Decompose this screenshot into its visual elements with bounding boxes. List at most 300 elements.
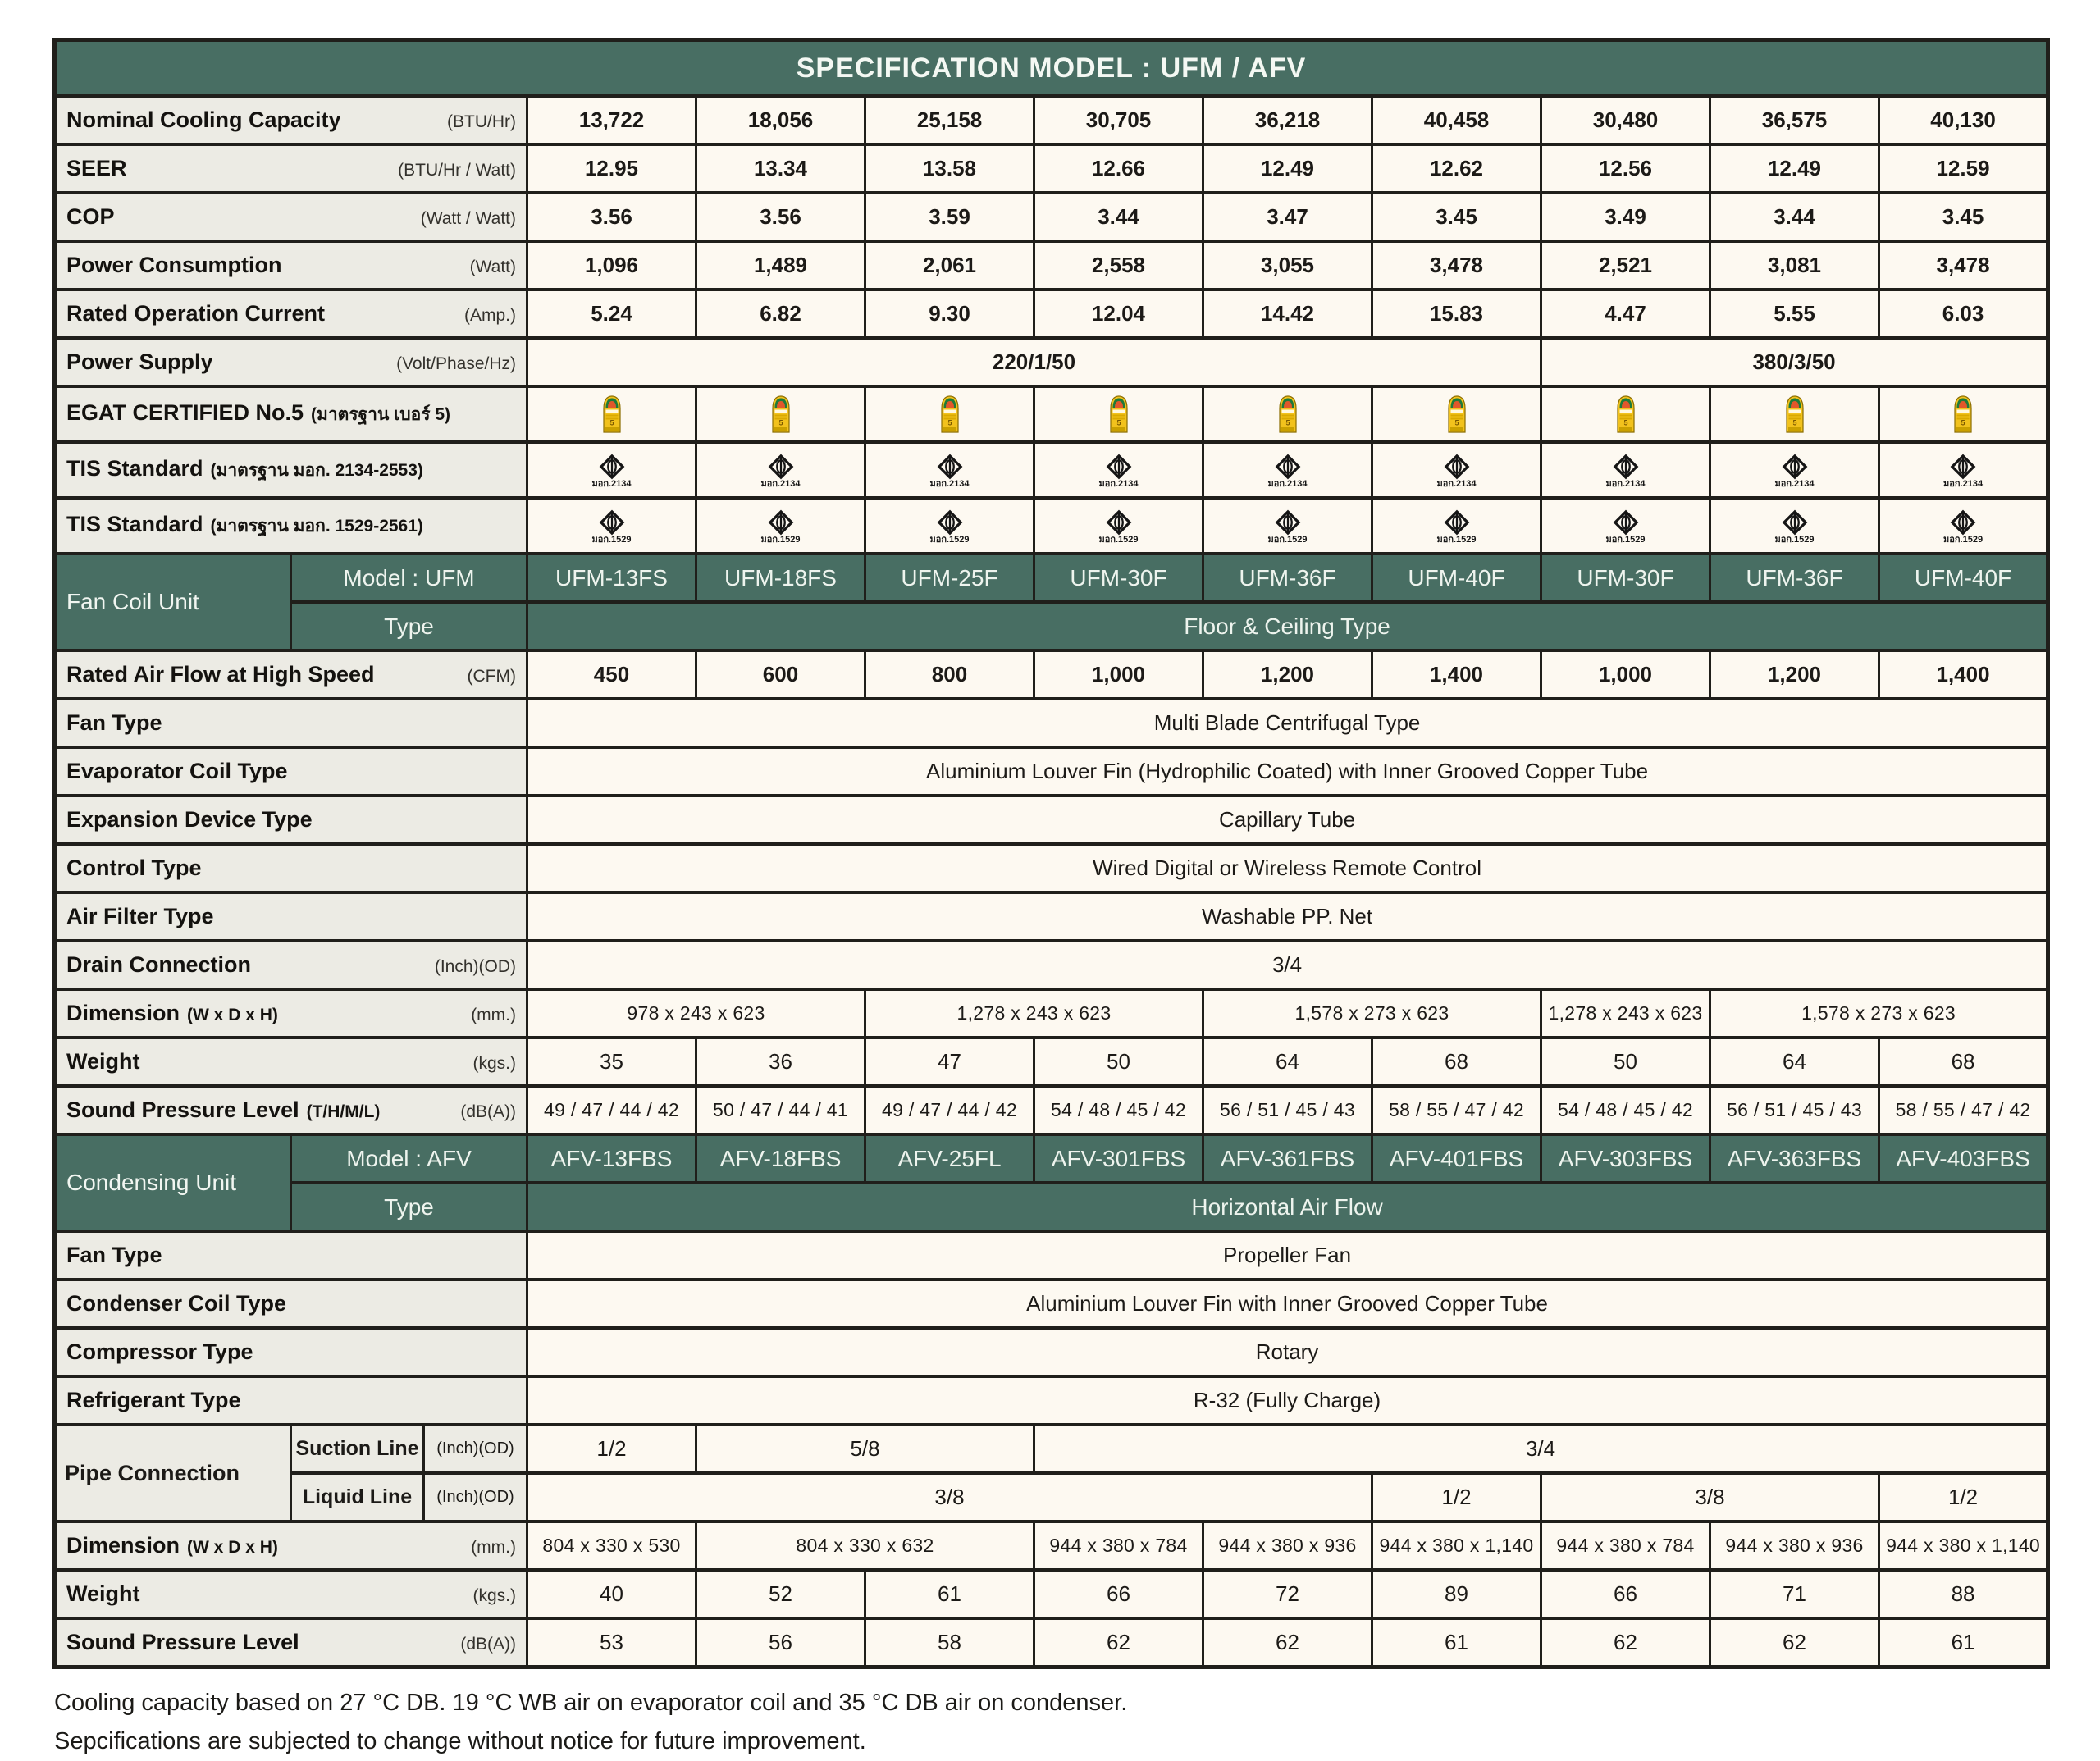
value-cell: 3,055 (1203, 241, 1372, 290)
tis-mark-icon (1442, 508, 1472, 537)
value-cell: 52 (696, 1570, 865, 1618)
certification-cell (1372, 498, 1541, 554)
groupb-row (55, 1183, 2048, 1231)
value-cell: 30,480 (1541, 96, 1710, 144)
group-sub-label-cell: Model : AFV (291, 1134, 527, 1183)
certification-icon-wrap (532, 452, 692, 489)
svg-text:5: 5 (609, 418, 614, 427)
value-cell: 12.66 (1034, 144, 1203, 193)
row-label-cell (55, 338, 527, 386)
value-cell: 15.83 (1372, 290, 1541, 338)
model-cell: UFM-13FS (527, 554, 696, 602)
value-cell: 5.24 (527, 290, 696, 338)
value-cell: 804 x 330 x 632 (696, 1521, 1034, 1570)
model-cell: UFM-36F (1203, 554, 1372, 602)
value-cell: 804 x 330 x 530 (527, 1521, 696, 1570)
spec-row (55, 338, 2048, 386)
value-cell: 30,705 (1034, 96, 1203, 144)
spec-row (55, 1521, 2048, 1570)
value-cell: 62 (1203, 1618, 1372, 1667)
value-cell: 89 (1372, 1570, 1541, 1618)
value-cell: 3.45 (1879, 193, 2048, 241)
value-cell: 88 (1879, 1570, 2048, 1618)
value-cell: Capillary Tube (527, 796, 2048, 844)
footnote-disclaimer: Sepcifications are subjected to change without notice for future improvement. (54, 1728, 866, 1754)
certification-cell (1034, 498, 1203, 554)
value-cell: 3.56 (696, 193, 865, 241)
value-cell: 62 (1034, 1618, 1203, 1667)
tis-mark-icon (935, 452, 965, 481)
value-cell: 1,489 (696, 241, 865, 290)
pipe-row (55, 1425, 2048, 1473)
value-cell: 13.58 (865, 144, 1034, 193)
certification-cell (1541, 442, 1710, 498)
certification-cell (865, 442, 1034, 498)
value-cell: 2,558 (1034, 241, 1203, 290)
value-cell: 61 (865, 1570, 1034, 1618)
tis-mark-caption: มอก.2134 (591, 478, 632, 489)
value-cell: 12.49 (1710, 144, 1879, 193)
value-cell: 3.45 (1372, 193, 1541, 241)
row-label: TIS Standard (66, 456, 203, 481)
row-label-wrap (66, 1243, 516, 1268)
value-cell: 53 (527, 1618, 696, 1667)
value-cell: 944 x 380 x 936 (1203, 1521, 1372, 1570)
value-cell: 944 x 380 x 936 (1710, 1521, 1879, 1570)
model-cell: UFM-30F (1034, 554, 1203, 602)
egat-label5-icon (1612, 395, 1640, 433)
certification-cell (1541, 498, 1710, 554)
spec-row (55, 941, 2048, 989)
egat-label5-icon (767, 395, 795, 433)
row-label: Rated Operation Current (66, 301, 326, 326)
row-label: COP (66, 204, 115, 229)
tis-mark-icon (1948, 508, 1978, 537)
value-cell: 71 (1710, 1570, 1879, 1618)
value-cell: 64 (1710, 1038, 1879, 1086)
tis-mark-caption: มอก.2134 (1098, 478, 1139, 489)
certification-icon-wrap (532, 508, 692, 545)
row-label: Fan Type (66, 1243, 162, 1267)
value-cell: 49 / 47 / 44 / 42 (527, 1086, 696, 1134)
spec-row (55, 796, 2048, 844)
value-cell: 66 (1541, 1570, 1710, 1618)
model-cell: AFV-361FBS (1203, 1134, 1372, 1183)
row-label-wrap (66, 1581, 516, 1607)
model-cell: AFV-363FBS (1710, 1134, 1879, 1183)
tis-mark-caption: มอก.1529 (1267, 534, 1308, 545)
value-cell: 3.44 (1710, 193, 1879, 241)
group-sub-label-cell: Type (291, 602, 527, 650)
value-cell: 220/1/50 (527, 338, 1541, 386)
spec-row (55, 241, 2048, 290)
row-label-wrap (66, 952, 516, 978)
model-cell: UFM-36F (1710, 554, 1879, 602)
value-cell: 1,400 (1372, 650, 1541, 699)
value-cell: 36,218 (1203, 96, 1372, 144)
row-unit: (dB(A)) (460, 1102, 516, 1121)
spec-row (55, 1376, 2048, 1425)
value-cell: 1,278 x 243 x 623 (865, 989, 1203, 1038)
value-cell: 1/2 (527, 1425, 696, 1473)
group-sub-label-cell: Model : UFM (291, 554, 527, 602)
value-cell: 61 (1879, 1618, 2048, 1667)
tis-mark-icon (1273, 508, 1303, 537)
certification-icon-wrap (1039, 452, 1198, 489)
certification-cell (1879, 386, 2048, 442)
tis-mark-caption: มอก.2134 (1267, 478, 1308, 489)
certification-icon-wrap (870, 452, 1029, 489)
row-label: Evaporator Coil Type (66, 759, 288, 783)
spec-row (55, 144, 2048, 193)
value-cell: 12.49 (1203, 144, 1372, 193)
value-cell: 5/8 (696, 1425, 1034, 1473)
tis-mark-icon (1104, 452, 1134, 481)
spec-row (55, 892, 2048, 941)
value-cell: 14.42 (1203, 290, 1372, 338)
spec-row (55, 844, 2048, 892)
row-label: EGAT CERTIFIED No.5 (66, 400, 304, 425)
tis-mark-icon (1780, 452, 1810, 481)
value-cell: 380/3/50 (1541, 338, 2048, 386)
svg-text:5: 5 (1961, 418, 1965, 427)
row-label-wrap (66, 904, 516, 929)
row-label: Sound Pressure Level (66, 1630, 299, 1654)
certification-cell (1879, 442, 2048, 498)
certification-icon-wrap (1883, 395, 2043, 433)
egat-label5-icon (598, 395, 626, 433)
spec-row (55, 989, 2048, 1038)
svg-text:5: 5 (947, 418, 952, 427)
row-unit: (CFM) (467, 667, 516, 686)
certification-icon-wrap (870, 395, 1029, 433)
value-cell: 1,278 x 243 x 623 (1541, 989, 1710, 1038)
footnotes (54, 1684, 2100, 1761)
group-label-cell: Fan Coil Unit (55, 554, 291, 650)
value-cell: 62 (1710, 1618, 1879, 1667)
row-label-wrap (66, 1339, 516, 1365)
egat-label5-icon (1105, 395, 1133, 433)
spec-row (55, 96, 2048, 144)
value-cell: 54 / 48 / 45 / 42 (1541, 1086, 1710, 1134)
value-cell: 40,130 (1879, 96, 2048, 144)
row-label-cell (55, 892, 527, 941)
tis-mark-icon (1442, 452, 1472, 481)
model-cell: UFM-40F (1372, 554, 1541, 602)
row-unit: (Volt/Phase/Hz) (396, 354, 516, 373)
row-label-suffix: (มาตรฐาน เบอร์ 5) (311, 405, 451, 424)
certification-cell (1034, 386, 1203, 442)
row-label: Sound Pressure Level (66, 1097, 299, 1122)
spec-row (55, 193, 2048, 241)
row-label-suffix: (W x D x H) (187, 1538, 278, 1557)
row-unit: (BTU/Hr / Watt) (398, 161, 516, 180)
model-cell: UFM-18FS (696, 554, 865, 602)
row-label-cell (55, 1280, 527, 1328)
value-cell: 61 (1372, 1618, 1541, 1667)
row-label-wrap (66, 855, 516, 881)
value-cell: 58 / 55 / 47 / 42 (1372, 1086, 1541, 1134)
row-label-wrap (66, 1001, 516, 1026)
certification-cell (696, 498, 865, 554)
row-label-cell (55, 442, 527, 498)
row-label-suffix: (W x D x H) (187, 1006, 278, 1024)
value-cell: Aluminium Louver Fin (Hydrophilic Coated) with Inner Grooved Copper Tube (527, 747, 2048, 796)
value-cell: 50 / 47 / 44 / 41 (696, 1086, 865, 1134)
certification-icon-wrap (1039, 395, 1198, 433)
certification-cell (527, 386, 696, 442)
value-cell: 1,578 x 273 x 623 (1203, 989, 1541, 1038)
value-cell: 68 (1372, 1038, 1541, 1086)
certification-icon-wrap (701, 508, 861, 545)
certification-icon-wrap (701, 395, 861, 433)
certification-cell (1710, 498, 1879, 554)
value-cell: 12.62 (1372, 144, 1541, 193)
row-label-suffix: (มาตรฐาน มอก. 1529-2561) (210, 517, 423, 536)
row-label-cell (55, 193, 527, 241)
certification-icon-wrap (1714, 395, 1874, 433)
value-cell: 12.04 (1034, 290, 1203, 338)
tis-mark-caption: มอก.1529 (1774, 534, 1815, 545)
row-label-cell (55, 941, 527, 989)
value-cell: 62 (1541, 1618, 1710, 1667)
line-label-cell: Liquid Line (291, 1473, 424, 1521)
row-label-cell (55, 290, 527, 338)
value-cell: 35 (527, 1038, 696, 1086)
tis-mark-icon (1273, 452, 1303, 481)
row-label-cell (55, 1231, 527, 1280)
certification-icon-wrap (1545, 452, 1705, 489)
spec-row (55, 1280, 2048, 1328)
row-label-cell (55, 386, 527, 442)
spec-row (55, 1038, 2048, 1086)
row-label: Expansion Device Type (66, 807, 313, 832)
row-label-wrap (66, 512, 516, 540)
model-cell: AFV-13FBS (527, 1134, 696, 1183)
tis-mark-icon (1104, 508, 1134, 537)
value-cell: 978 x 243 x 623 (527, 989, 865, 1038)
value-cell: Washable PP. Net (527, 892, 2048, 941)
value-cell: 36 (696, 1038, 865, 1086)
certification-cell (696, 386, 865, 442)
svg-text:5: 5 (778, 418, 783, 427)
value-cell: 68 (1879, 1038, 2048, 1086)
row-label: SEER (66, 156, 127, 180)
value-cell: 18,056 (696, 96, 865, 144)
row-unit: (kgs.) (472, 1586, 516, 1605)
value-cell: 4.47 (1541, 290, 1710, 338)
value-cell: 58 / 55 / 47 / 42 (1879, 1086, 2048, 1134)
row-label: Rated Air Flow at High Speed (66, 662, 375, 687)
row-label-cell (55, 1328, 527, 1376)
row-unit: (mm.) (471, 1006, 516, 1024)
tis-mark-caption: มอก.2134 (760, 478, 801, 489)
row-label-wrap (66, 253, 516, 278)
model-cell: AFV-18FBS (696, 1134, 865, 1183)
spec-row (55, 386, 2048, 442)
certification-icon-wrap (701, 452, 861, 489)
row-label-cell (55, 844, 527, 892)
footnote-cooling-basis: Cooling capacity based on 27 °C DB. 19 °C WB air on evaporator coil and 35 °C DB air on condenser. (54, 1690, 1128, 1716)
value-cell: Multi Blade Centrifugal Type (527, 699, 2048, 747)
row-unit: (BTU/Hr) (447, 112, 516, 131)
certification-cell (1203, 442, 1372, 498)
row-label: Power Supply (66, 349, 213, 374)
value-cell: 50 (1541, 1038, 1710, 1086)
row-label-cell (55, 1086, 527, 1134)
value-cell: 450 (527, 650, 696, 699)
value-cell: 944 x 380 x 784 (1034, 1521, 1203, 1570)
tis-mark-caption: มอก.1529 (929, 534, 970, 545)
row-label: Weight (66, 1049, 140, 1074)
row-label-wrap (66, 204, 516, 230)
certification-cell (1372, 386, 1541, 442)
value-cell: Rotary (527, 1328, 2048, 1376)
certification-cell (696, 442, 865, 498)
value-cell: R-32 (Fully Charge) (527, 1376, 2048, 1425)
tis-mark-icon (1611, 508, 1641, 537)
row-label: Fan Type (66, 710, 162, 735)
egat-label5-icon (1781, 395, 1809, 433)
value-cell: 1/2 (1372, 1473, 1541, 1521)
model-cell: AFV-25FL (865, 1134, 1034, 1183)
spec-row (55, 1618, 2048, 1667)
tis-mark-caption: มอก.1529 (1098, 534, 1139, 545)
row-label-cell (55, 747, 527, 796)
row-label: Power Consumption (66, 253, 282, 277)
value-cell: 54 / 48 / 45 / 42 (1034, 1086, 1203, 1134)
group-row (55, 1134, 2048, 1183)
row-label-suffix: (มาตรฐาน มอก. 2134-2553) (210, 461, 423, 480)
certification-cell (1879, 498, 2048, 554)
row-unit: (Watt / Watt) (420, 209, 516, 228)
certification-icon-wrap (532, 395, 692, 433)
certification-cell (865, 386, 1034, 442)
value-cell: 3.59 (865, 193, 1034, 241)
pipeb-row (55, 1473, 2048, 1521)
value-cell: 3,478 (1372, 241, 1541, 290)
tis-mark-icon (1948, 452, 1978, 481)
row-unit-cell: (Inch)(OD) (424, 1473, 527, 1521)
spec-sheet-page (0, 38, 2100, 1754)
value-cell: 3/8 (1541, 1473, 1879, 1521)
certification-icon-wrap (1883, 508, 2043, 545)
spec-row (55, 747, 2048, 796)
tis-mark-caption: มอก.1529 (1436, 534, 1477, 545)
value-cell: 56 (696, 1618, 865, 1667)
value-cell: 9.30 (865, 290, 1034, 338)
spec-table-body (55, 40, 2048, 1667)
value-cell: 1,200 (1710, 650, 1879, 699)
value-cell: 3.47 (1203, 193, 1372, 241)
value-cell: 1,000 (1034, 650, 1203, 699)
certification-icon-wrap (1714, 452, 1874, 489)
row-label-cell (55, 1038, 527, 1086)
value-cell: 3/4 (527, 941, 2048, 989)
tis-mark-icon (1780, 508, 1810, 537)
table-title-row (55, 40, 2048, 97)
row-label: TIS Standard (66, 512, 203, 536)
row-label: Control Type (66, 855, 202, 880)
row-label-wrap (66, 301, 516, 326)
value-cell: 6.82 (696, 290, 865, 338)
value-cell: 3,478 (1879, 241, 2048, 290)
value-cell: 49 / 47 / 44 / 42 (865, 1086, 1034, 1134)
value-cell: 1,200 (1203, 650, 1372, 699)
row-label-wrap (66, 759, 516, 784)
egat-label5-icon (1274, 395, 1302, 433)
value-cell: 2,521 (1541, 241, 1710, 290)
value-cell: 66 (1034, 1570, 1203, 1618)
value-cell: Wired Digital or Wireless Remote Control (527, 844, 2048, 892)
value-cell: 40 (527, 1570, 696, 1618)
value-cell: 40,458 (1372, 96, 1541, 144)
value-cell: 944 x 380 x 1,140 (1879, 1521, 2048, 1570)
value-cell: 1,096 (527, 241, 696, 290)
value-cell: 6.03 (1879, 290, 2048, 338)
row-label: Compressor Type (66, 1339, 253, 1364)
row-unit: (Amp.) (464, 306, 516, 325)
svg-text:5: 5 (1623, 418, 1628, 427)
row-label-cell (55, 1376, 527, 1425)
row-label-cell (55, 1570, 527, 1618)
certification-icon-wrap (1376, 452, 1536, 489)
row-label: Nominal Cooling Capacity (66, 107, 341, 132)
certification-icon-wrap (1376, 395, 1536, 433)
value-cell: 1,578 x 273 x 623 (1710, 989, 2048, 1038)
tis-mark-caption: มอก.2134 (1436, 478, 1477, 489)
row-unit: (dB(A)) (460, 1635, 516, 1654)
value-cell: 1/2 (1879, 1473, 2048, 1521)
row-unit: (Inch)(OD) (434, 957, 516, 976)
certification-cell (527, 498, 696, 554)
group-sub-label-cell: Type (291, 1183, 527, 1231)
row-unit: (mm.) (471, 1538, 516, 1557)
row-label: Dimension (66, 1001, 180, 1025)
certification-icon-wrap (1039, 508, 1198, 545)
row-label-wrap (66, 1049, 516, 1074)
model-cell: AFV-403FBS (1879, 1134, 2048, 1183)
value-cell: Propeller Fan (527, 1231, 2048, 1280)
certification-cell (1710, 386, 1879, 442)
spec-row (55, 1086, 2048, 1134)
group-row (55, 554, 2048, 602)
certification-icon-wrap (1883, 452, 2043, 489)
certification-icon-wrap (1208, 395, 1367, 433)
row-label-wrap (66, 156, 516, 181)
model-cell: Horizontal Air Flow (527, 1183, 2048, 1231)
row-label-cell (55, 96, 527, 144)
value-cell: 5.55 (1710, 290, 1879, 338)
row-label-suffix: (T/H/M/L) (306, 1102, 381, 1121)
row-label-wrap (66, 662, 516, 687)
value-cell: 944 x 380 x 784 (1541, 1521, 1710, 1570)
tis-mark-icon (597, 508, 627, 537)
value-cell: 13.34 (696, 144, 865, 193)
spec-row (55, 1328, 2048, 1376)
model-cell: AFV-401FBS (1372, 1134, 1541, 1183)
svg-text:5: 5 (1116, 418, 1121, 427)
value-cell: 64 (1203, 1038, 1372, 1086)
certification-cell (1541, 386, 1710, 442)
tis-mark-icon (935, 508, 965, 537)
value-cell: 12.59 (1879, 144, 2048, 193)
certification-icon-wrap (1376, 508, 1536, 545)
tis-mark-icon (766, 452, 796, 481)
spec-row (55, 442, 2048, 498)
row-label: Air Filter Type (66, 904, 214, 928)
row-label-wrap (66, 107, 516, 133)
